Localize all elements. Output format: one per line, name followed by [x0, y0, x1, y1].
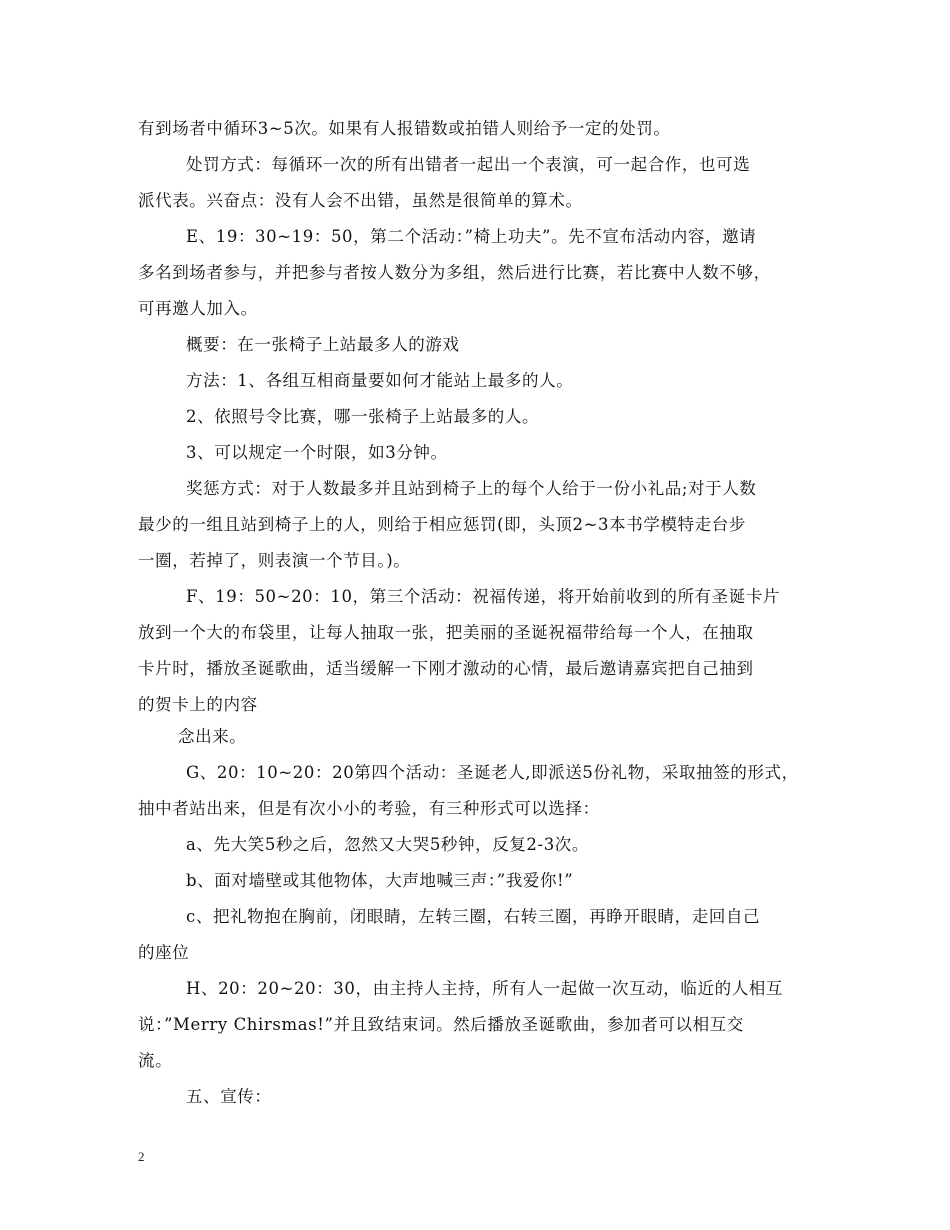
text-line: 放到一个大的布袋里，让每人抽取一张，把美丽的圣诞祝福带给每一个人，在抽取: [138, 623, 754, 642]
text-line: a、先大笑5秒之后，忽然又大哭5秒钟，反复2-3次。: [186, 835, 590, 854]
text-line: 多名到场者参与，并把参与者按人数分为多组，然后进行比赛，若比赛中人数不够，: [138, 263, 771, 282]
text-line: 一圈，若掉了，则表演一个节目。)。: [138, 551, 411, 570]
text-line: F、19：50~20：10，第三个活动：祝福传递，将开始前收到的所有圣诞卡片: [186, 587, 781, 606]
text-line: 概要：在一张椅子上站最多人的游戏: [186, 335, 460, 354]
text-line: b、面对墙壁或其他物体，大声地喊三声：”我爱你!”: [186, 871, 574, 890]
text-line: 说：”Merry Chirsmas!”并且致结束词。然后播放圣诞歌曲，参加者可以相互交: [138, 1015, 744, 1034]
text-line: 的贺卡上的内容: [138, 695, 258, 714]
text-line: 奖惩方式：对于人数最多并且站到椅子上的每个人给于一份小礼品;对于人数: [186, 479, 757, 498]
text-line: 处罚方式：每循环一次的所有出错者一起出一个表演，可一起合作，也可选: [186, 155, 751, 174]
page-number: 2: [138, 1149, 145, 1164]
text-line: 方法：1、各组互相商量要如何才能站上最多的人。: [186, 371, 574, 390]
text-line: E、19：30~19：50，第二个活动：”椅上功夫”。先不宣布活动内容，邀请: [186, 227, 757, 246]
text-line: 最少的一组且站到椅子上的人，则给于相应惩罚(即，头顶2~3本书学模特走台步: [138, 515, 746, 534]
text-line: 流。: [138, 1051, 173, 1070]
text-line: G、20：10~20：20第四个活动：圣诞老人,即派送5份礼物，采取抽签的形式，: [186, 763, 799, 782]
text-line: 派代表。兴奋点：没有人会不出错，虽然是很简单的算术。: [138, 191, 583, 210]
text-line: 的座位: [138, 943, 190, 962]
text-line: 可再邀人加入。: [138, 299, 258, 318]
text-line: 卡片时，播放圣诞歌曲，适当缓解一下刚才激动的心情，最后邀请嘉宾把自己抽到: [138, 659, 754, 678]
text-line: 五、宣传：: [186, 1087, 272, 1106]
text-line: H、20：20~20：30，由主持人主持，所有人一起做一次互动，临近的人相互: [186, 979, 783, 998]
text-line: 有到场者中循环3~5次。如果有人报错数或拍错人则给予一定的处罚。: [138, 119, 671, 138]
text-line: 2、依照号令比赛，哪一张椅子上站最多的人。: [186, 407, 540, 426]
text-line: 抽中者站出来，但是有次小小的考验，有三种形式可以选择：: [138, 799, 600, 818]
text-line: 3、可以规定一个时限，如3分钟。: [186, 443, 448, 462]
text-line: 念出来。: [178, 727, 247, 746]
text-line: c、把礼物抱在胸前，闭眼睛，左转三圈，右转三圈，再睁开眼睛，走回自己: [186, 907, 761, 926]
